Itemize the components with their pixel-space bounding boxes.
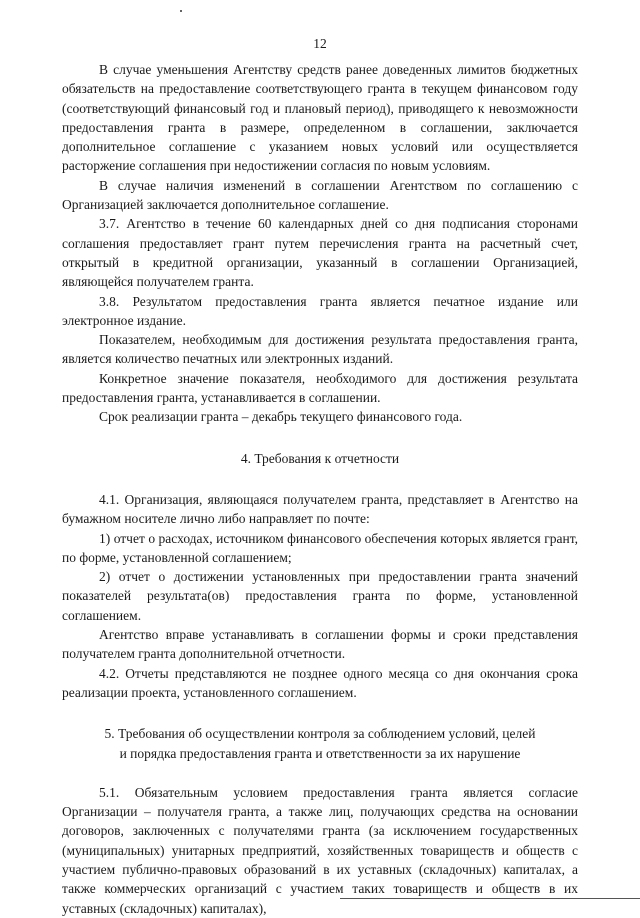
paragraph: Конкретное значение показателя, необходимого для достижения результата предоставления гранта, устанавливается в соглашении. bbox=[62, 370, 578, 406]
scan-speck bbox=[180, 10, 182, 12]
paragraph: Показателем, необходимым для достижения результата предоставления гранта, является количество печатных или электронных изданий. bbox=[62, 332, 578, 367]
paragraph: 4.2. Отчеты представляются не позднее одного месяца со дня окончания срока реализации проекта, установленного соглашением. bbox=[62, 665, 578, 700]
paragraph: 3.7. Агентство в течение 60 календарных дней со дня подписания сторонами соглашения предоставляет грант путем перечисления гранта на расчетный счет, открытый в кредитной организации, указанный в соглашении Организацией, являющейся получателем гранта. bbox=[62, 216, 578, 290]
paragraph: 1) отчет о расходах, источником финансового обеспечения которых является грант, по форме, установленной соглашением; bbox=[62, 530, 578, 565]
page-number: 12 bbox=[313, 36, 327, 51]
section-5-heading-line-1: 5. Требования об осуществлении контроля за соблюдением условий, целей bbox=[104, 726, 536, 742]
paragraph: Агентство вправе устанавливать в соглашении формы и сроки представления получателем гранта дополнительной отчетности. bbox=[62, 627, 578, 662]
paragraph: В случае наличия изменений в соглашении Агентством по соглашению с Организацией заключается дополнительное соглашение. bbox=[62, 177, 578, 213]
paragraph: 4.1. Организация, являющаяся получателем гранта, представляет в Агентство на бумажном носителе лично либо направляет по почте: bbox=[62, 491, 578, 527]
paragraph: 3.8. Результатом предоставления гранта является печатное издание или электронное издание. bbox=[62, 293, 578, 328]
paragraph: 2) отчет о достижении установленных при предоставлении гранта значений показателей результата(ов) предоставления гранта по форме, установленной соглашением. bbox=[62, 569, 578, 623]
bottom-rule bbox=[340, 898, 640, 899]
paragraph: Срок реализации гранта – декабрь текущего финансового года. bbox=[99, 409, 463, 425]
section-5-heading bbox=[62, 724, 578, 763]
paragraph: 5.1. Обязательным условием предоставления гранта является согласие Организации – получателя гранта, а также лиц, получающих средства на основании договоров, заключенных с получателями гранта (за исключением государственных (муниципальных) унитарных предприятий, хозяйственных товариществ и обществ с участием публично-правовых образований в их уставных (складочных) капиталах, а также коммерческих организаций с участием таких товариществ и обществ в их уставных (складочных) капиталах), bbox=[62, 784, 578, 916]
section-5-heading-line-2: и порядка предоставления гранта и ответственности за их нарушение bbox=[119, 745, 521, 761]
paragraph: В случае уменьшения Агентству средств ранее доведенных лимитов бюджетных обязательств на предоставление соответствующего гранта в текущем финансовом году (соответствующий финансовый год и плановый период), приводящего к невозможности предоставления гранта в размере, определенном в соглашении, заключается дополнительное соглашение с указанием новых условий или осуществляется расторжение соглашения при недостижении согласия по новым условиям. bbox=[62, 62, 578, 174]
section-4-heading: 4. Требования к отчетности bbox=[240, 450, 400, 466]
document-body bbox=[62, 60, 578, 918]
